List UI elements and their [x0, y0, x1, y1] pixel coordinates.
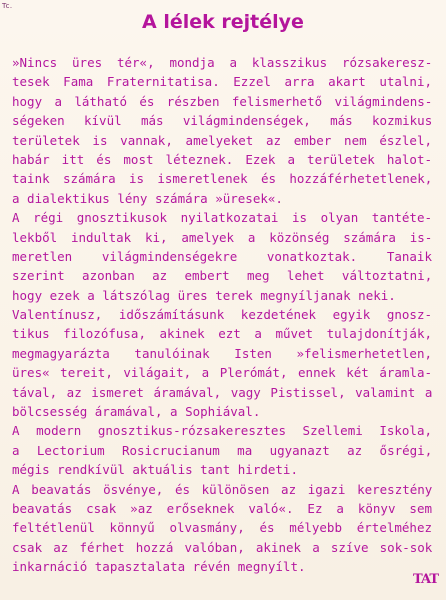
text-line: habár itt és most léteznek. Ezek a területek halot- [12, 151, 432, 167]
text-line: a dialektikus lény számára »üresek«. [12, 190, 283, 206]
text-line: lekből indultak ki, amelyek a közönség számára is- [12, 229, 433, 245]
text-line: Valentínusz, időszámításunk kezdetének egyik gnosz- [12, 307, 432, 323]
text-line: inkarnáció tapasztalata révén megnyílt. [12, 559, 306, 575]
text-line: »Nincs üres tér«, mondja a klasszikus rózsakeresz- [12, 55, 433, 70]
page-title: A lélek rejtélye [142, 11, 304, 33]
text-line: feltétlenül könnyű olvasmány, és mélyebb értelméhez [12, 520, 432, 536]
text-line: hogy a látható és részben felismerhető világmindens- [12, 93, 433, 109]
text-line: csak az férhet hozzá valóban, akinek a szíve sok-sok [12, 539, 433, 555]
body-text [12, 53, 432, 577]
text-line: A beavatás ösvénye, és különösen az igazi keresztény [12, 481, 433, 497]
text-line: A régi gnosztikusok nyilatkozatai is olyan tantéte- [12, 210, 432, 226]
text-line: területek is vannak, amelyeket az ember nem észlel, [12, 132, 432, 148]
text-line: a Lectorium Rosicrucianum ma ugyanazt az ősrégi, [12, 442, 433, 458]
text-line: tikus filozófusa, akinek ezt a művet tulajdonítják, [12, 326, 432, 342]
text-line: tesek Fama Fraternitatisa. Ezzel arra akart utalni, [12, 74, 432, 90]
text-line: mégis rendkívül aktuális tant hirdeti. [12, 462, 298, 478]
text-line: tával, az ismeret áramával, vagy Pistissel, valamint a [12, 384, 433, 400]
text-line: ségeken kívül más világmindenségek, más kozmikus [12, 113, 433, 129]
text-line: beavatás csak »az erőseknek való«. Ez a könyv sem [12, 500, 432, 516]
text-line: hogy ezek a látszólag üres terek megnyíljanak neki. [12, 287, 396, 303]
text-line: meretlen világmindenségekre vonatkoztak. Tanaik [12, 248, 432, 264]
text-line: taink számára is ismeretlenek és hozzáférhetetlenek, [12, 171, 433, 187]
text-line: üres« tereit, világait, a Plerómát, ennek két áramla- [12, 365, 432, 381]
text-line: szerint azonban az embert meg lehet változtatni, [12, 268, 433, 284]
publisher-signature: TAT [413, 572, 439, 587]
corner-mark: Tc. [2, 2, 13, 10]
text-line: bölcsesség áramával, a Sophiával. [12, 404, 261, 420]
text-line: A modern gnosztikus-rózsakeresztes Szellemi Iskola, [12, 423, 432, 439]
text-line: megmagyarázta tanulóinak Isten »felismerhetetlen, [12, 345, 432, 361]
